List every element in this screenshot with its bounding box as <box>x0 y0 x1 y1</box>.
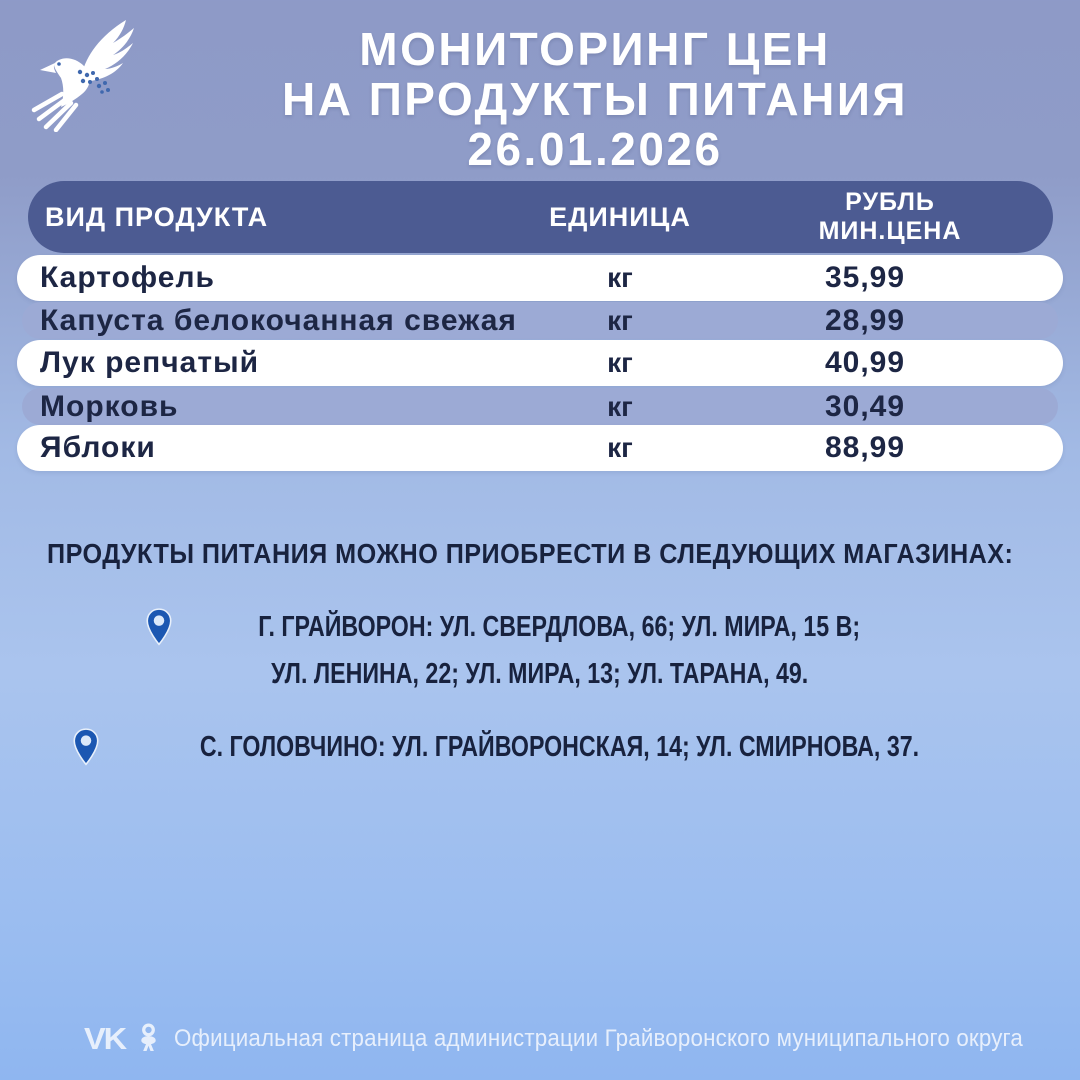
unit-cell: кг <box>607 432 633 463</box>
location-golovchino <box>0 728 1080 766</box>
price-cell: 40,99 <box>824 346 906 379</box>
product-cell: Морковь <box>40 389 179 423</box>
page-title-line2: НА ПРОДУКТЫ ПИТАНИЯ <box>281 73 908 125</box>
unit-cell: кг <box>607 347 633 378</box>
table-row <box>22 388 1058 425</box>
column-header-price-line2: МИН.ЦЕНА <box>818 217 962 245</box>
price-cell: 28,99 <box>824 303 906 337</box>
product-cell: Яблоки <box>40 431 156 464</box>
stores-heading: ПРОДУКТЫ ПИТАНИЯ МОЖНО ПРИОБРЕСТИ В СЛЕДУЮЩИХ МАГАЗИНАХ: <box>47 538 1014 569</box>
product-cell: Лук репчатый <box>40 346 260 379</box>
unit-cell: кг <box>607 390 633 422</box>
location-grayvoron-line1: Г. ГРАЙВОРОН: УЛ. СВЕРДЛОВА, 66; УЛ. МИРА, 15 В; <box>258 610 860 643</box>
column-header-product: ВИД ПРОДУКТА <box>45 201 269 232</box>
page-title-line1: МОНИТОРИНГ ЦЕН <box>359 23 831 75</box>
table-row <box>17 255 1063 301</box>
location-grayvoron <box>0 608 1080 646</box>
footer <box>84 1014 1080 1064</box>
location-golovchino-line: С. ГОЛОВЧИНО: УЛ. ГРАЙВОРОНСКАЯ, 14; УЛ. СМИРНОВА, 37. <box>199 730 919 763</box>
map-pin-icon <box>72 728 100 766</box>
price-cell: 88,99 <box>824 431 906 464</box>
unit-cell: кг <box>607 262 633 293</box>
map-pin-icon <box>145 608 173 646</box>
price-cell: 30,49 <box>824 389 906 423</box>
ok-icon <box>137 1022 160 1057</box>
vk-icon: VK <box>84 1021 126 1056</box>
location-grayvoron-line2: УЛ. ЛЕНИНА, 22; УЛ. МИРА, 13; УЛ. ТАРАНА, 49. <box>271 658 809 690</box>
column-header-price-line1: РУБЛЬ <box>845 188 935 216</box>
table-row <box>22 302 1058 339</box>
unit-cell: кг <box>607 304 633 336</box>
product-cell: Картофель <box>40 261 215 294</box>
table-row <box>17 425 1063 471</box>
column-header-price <box>819 181 962 253</box>
location-grayvoron-continued <box>0 658 1080 691</box>
column-header-unit: ЕДИНИЦА <box>549 201 691 232</box>
page-title <box>110 24 1080 174</box>
footer-caption: Официальная страница администрации Грайворонского муниципального округа <box>174 1025 1024 1052</box>
price-cell: 35,99 <box>824 261 906 294</box>
table-header <box>28 181 1053 253</box>
table-row <box>17 340 1063 386</box>
page-title-date: 26.01.2026 <box>467 123 723 175</box>
product-cell: Капуста белокочанная свежая <box>40 303 517 337</box>
